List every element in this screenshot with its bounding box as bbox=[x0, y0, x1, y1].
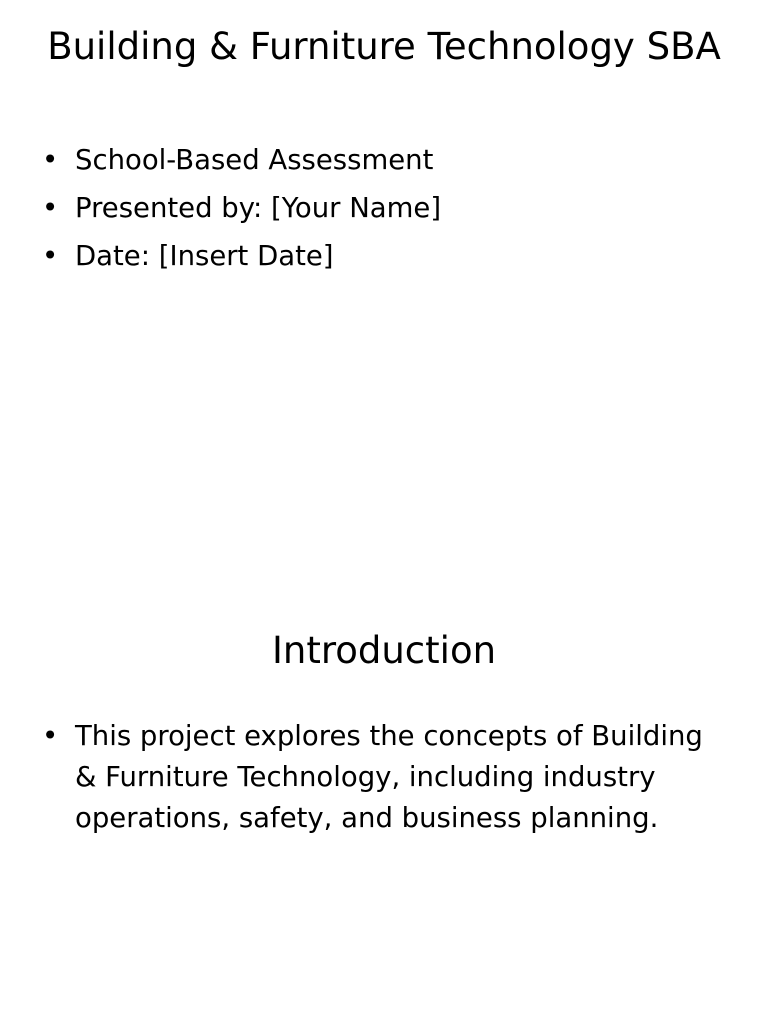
bullet-dot-icon: • bbox=[42, 720, 59, 752]
bullet-dot-icon: • bbox=[42, 192, 59, 224]
bullet-list bbox=[42, 140, 728, 284]
bullet-dot-icon: • bbox=[42, 144, 59, 176]
bullet-list bbox=[42, 716, 728, 846]
bullet-item bbox=[42, 716, 728, 839]
bullet-text: School-Based Assessment bbox=[75, 144, 434, 176]
slide-title: Introduction bbox=[271, 629, 497, 672]
slide-title: Building & Furniture Technology SBA bbox=[47, 25, 721, 68]
bullet-text: Presented by: [Your Name] bbox=[75, 192, 442, 224]
bullet-text: This project explores the concepts of Building & Furniture Technology, including industry operations, safety, and business planning. bbox=[75, 720, 703, 834]
bullet-item bbox=[42, 140, 728, 181]
introduction-slide bbox=[0, 512, 768, 1024]
bullet-dot-icon: • bbox=[42, 240, 59, 272]
bullet-text: Date: [Insert Date] bbox=[75, 240, 334, 272]
bullet-item bbox=[42, 188, 728, 229]
bullet-item bbox=[42, 236, 728, 277]
